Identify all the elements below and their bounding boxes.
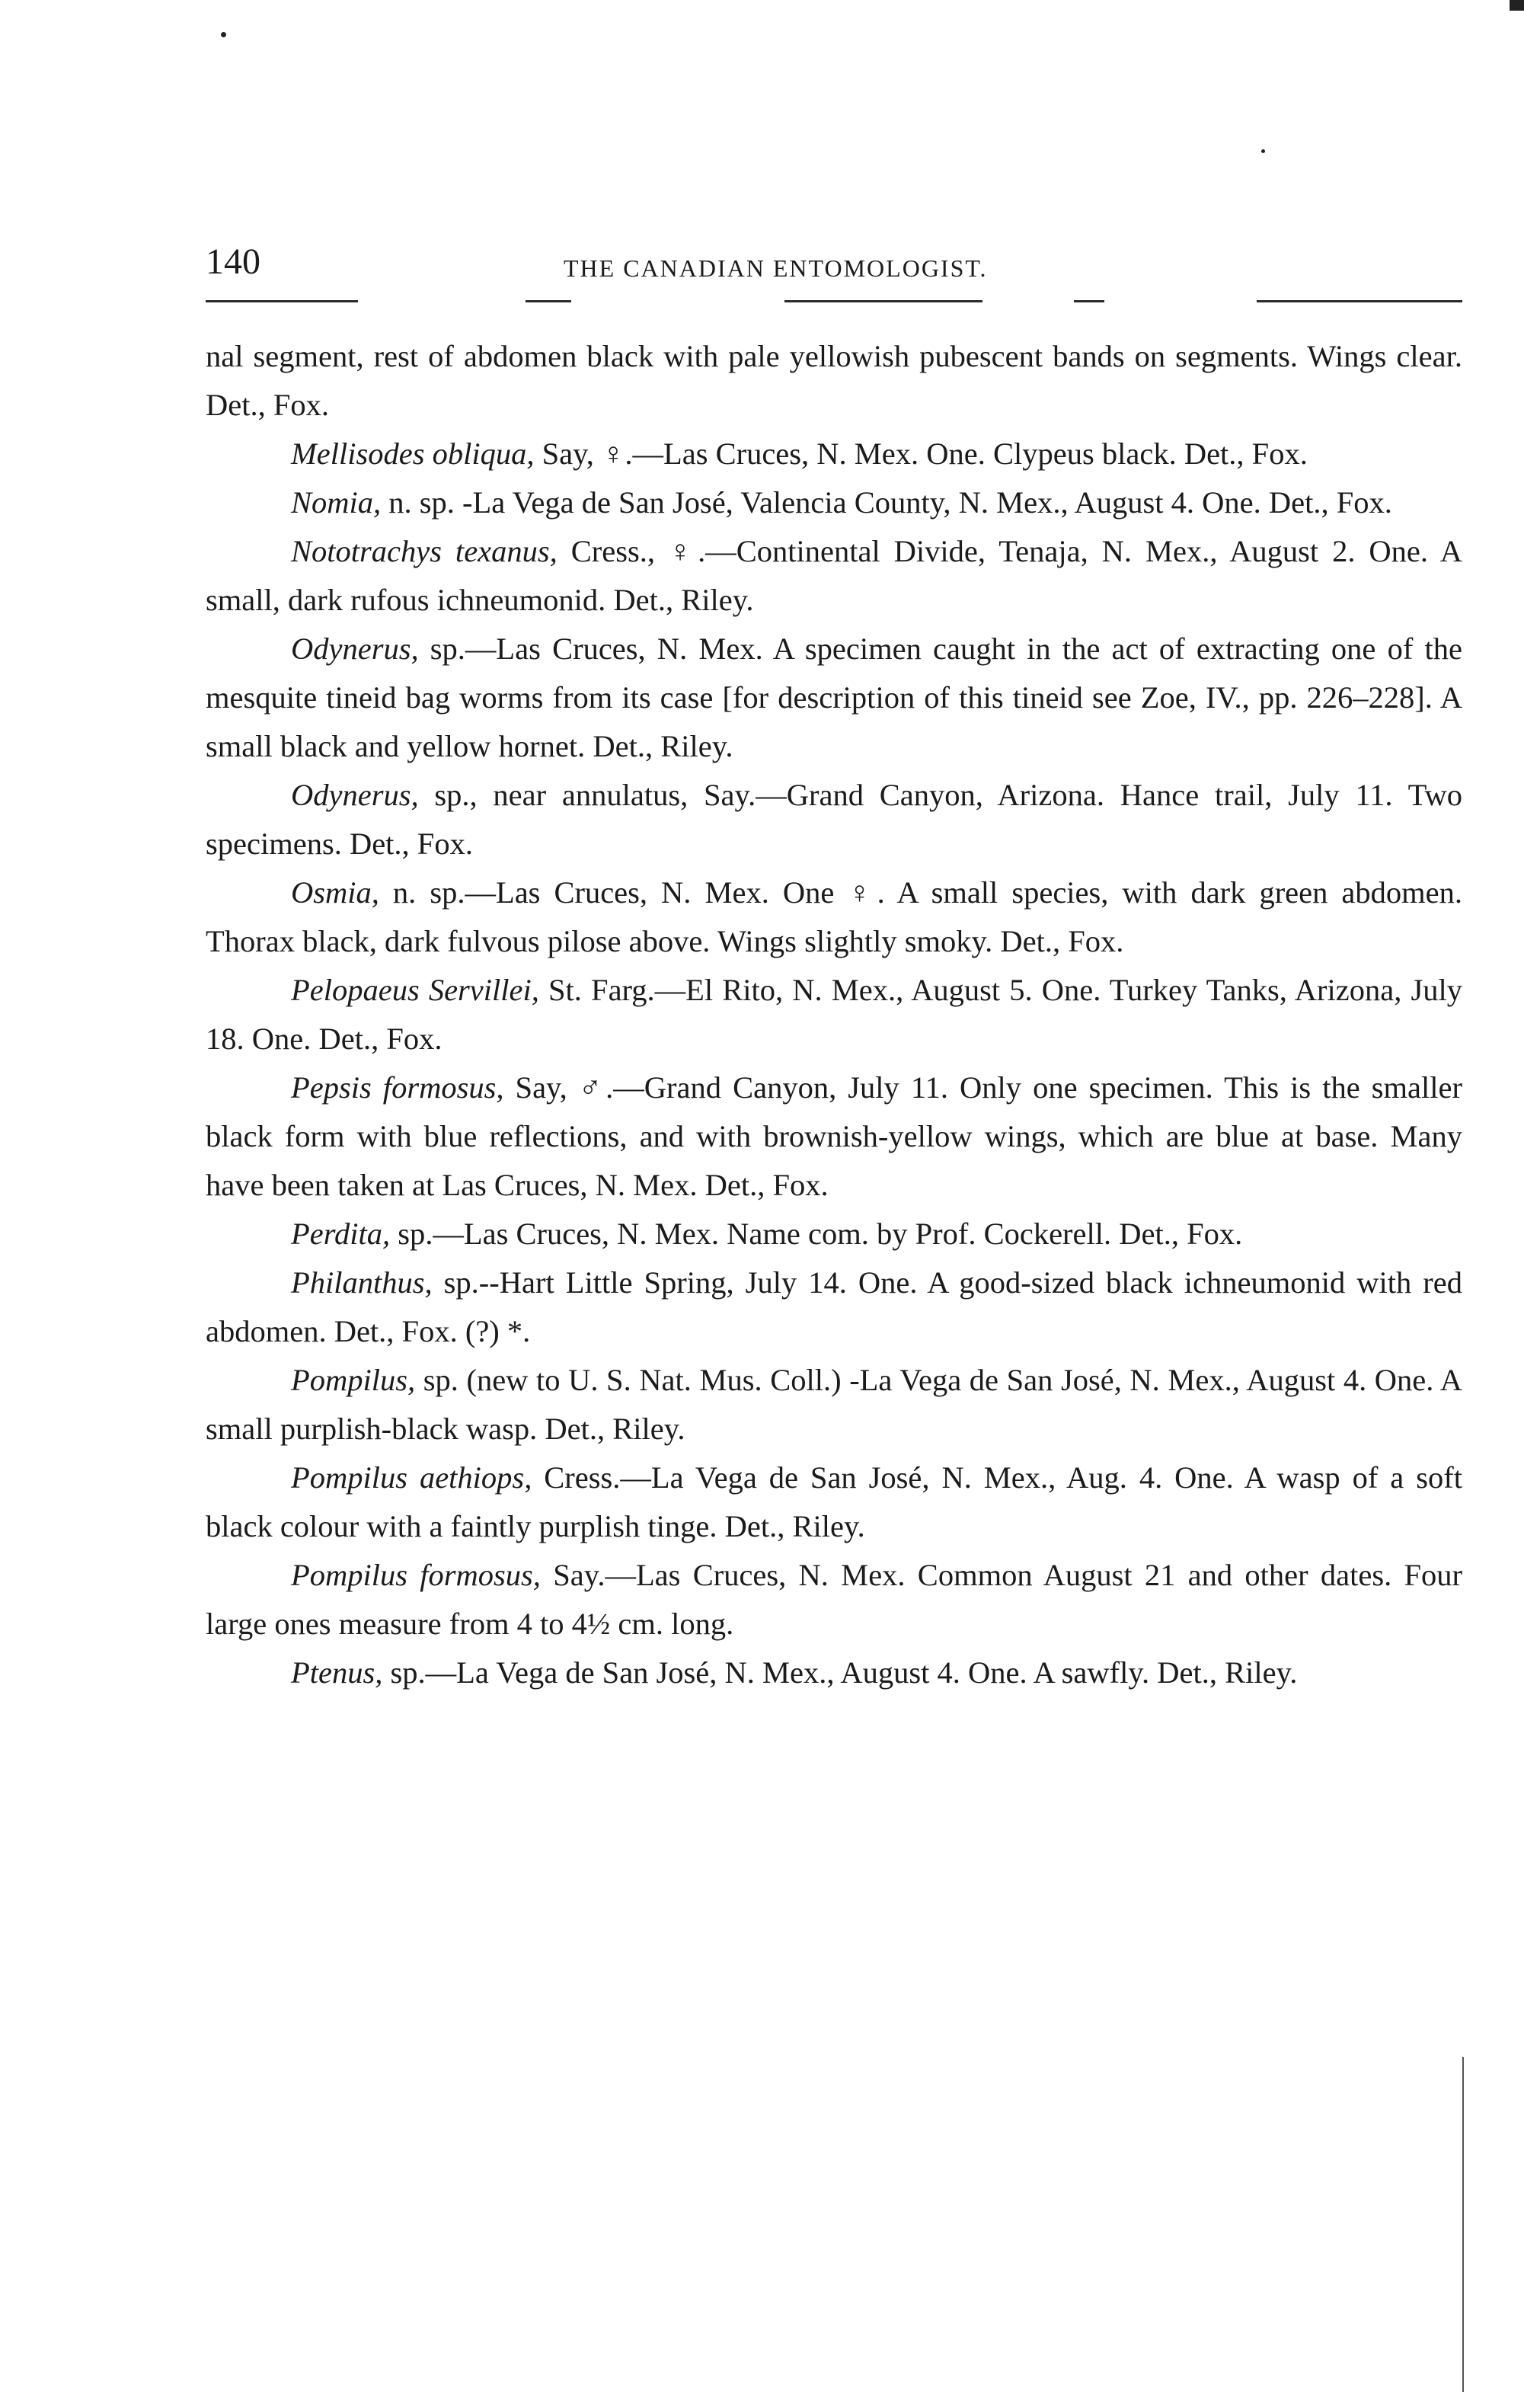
species-entry: [206, 1356, 1462, 1453]
species-entry: [206, 1551, 1462, 1649]
page-number: 140: [206, 241, 260, 282]
scan-speck: [221, 32, 226, 37]
entry-text: sp.—La Vega de San José, N. Mex., August 4. One. A sawfly. Det., Riley.: [382, 1655, 1298, 1690]
scan-edge-mark: [1510, 0, 1524, 11]
header-rule: [206, 300, 1462, 303]
species-entry: [206, 1063, 1462, 1210]
species-name: Pompilus formosus,: [291, 1558, 541, 1592]
entry-text: Cress., ♀.—Continental Divide, Tenaja, N. Mex., August 2. One. A small, dark rufous ichneumonid. Det., Riley.: [206, 534, 1462, 617]
species-entry: [206, 1258, 1462, 1356]
entry-text: sp.--Hart Little Spring, July 14. One. A good-sized black ichneumonid with red abdomen. Det., Fox. (?) *.: [206, 1265, 1462, 1348]
species-entry: [206, 966, 1462, 1063]
species-name: Nototrachys texanus,: [291, 534, 558, 568]
species-name: Pelopaeus Servillei,: [291, 973, 539, 1007]
species-name: Odynerus,: [291, 778, 419, 812]
species-entry: [206, 771, 1462, 868]
entry-text: Say, ♀.—Las Cruces, N. Mex. One. Clypeus black. Det., Fox.: [534, 437, 1308, 471]
species-entry: [206, 1649, 1462, 1697]
species-entry: [206, 625, 1462, 771]
species-name: Nomia,: [291, 485, 382, 520]
species-name: Pepsis formosus,: [291, 1070, 504, 1105]
entry-text: sp. (new to U. S. Nat. Mus. Coll.) -La Vega de San José, N. Mex., August 4. One. A small purplish-black wasp. Det., Riley.: [206, 1363, 1462, 1446]
species-name: Mellisodes obliqua,: [291, 437, 535, 471]
species-name: Ptenus,: [291, 1655, 383, 1690]
species-entry: [206, 868, 1462, 966]
entry-text: St. Farg.—El Rito, N. Mex., August 5. One. Turkey Tanks, Arizona, July 18. One. Det., Fox.: [206, 973, 1462, 1056]
entry-text: n. sp.—Las Cruces, N. Mex. One ♀. A small species, with dark green abdomen. Thorax black, dark fulvous pilose above. Wings slightly smoky. Det., Fox.: [206, 875, 1462, 958]
entry-text: sp.—Las Cruces, N. Mex. A specimen caught in the act of extracting one of the mesquite tineid bag worms from its case [for description of this tineid see Zoe, IV., pp. 226–228]. A small black and yellow hornet. Det., Riley.: [206, 632, 1462, 763]
running-title: THE CANADIAN ENTOMOLOGIST.: [564, 254, 988, 282]
entry-text: Say, ♂.—Grand Canyon, July 11. Only one specimen. This is the smaller black form with blue reflections, and with brownish-yellow wings, which are blue at base. Many have been taken at Las Cruces, N. Mex. Det., Fox.: [206, 1070, 1462, 1202]
species-name: Pompilus aethiops,: [291, 1460, 532, 1495]
entry-text: sp., near annulatus, Say.—Grand Canyon, Arizona. Hance trail, July 11. Two specimens. Det., Fox.: [206, 778, 1462, 861]
continuation-paragraph: [206, 332, 1462, 430]
species-entry: [206, 430, 1462, 478]
species-name: Odynerus,: [291, 632, 419, 666]
species-entry: [206, 1210, 1462, 1258]
entry-text: nal segment, rest of abdomen black with pale yellowish pubescent bands on segments. Wings clear. Det., Fox.: [206, 339, 1462, 422]
entry-text: Say.—Las Cruces, N. Mex. Common August 21 and other dates. Four large ones measure from 4 to 4½ cm. long.: [206, 1558, 1462, 1641]
page: [206, 229, 1462, 1697]
entry-text: sp.—Las Cruces, N. Mex. Name com. by Prof. Cockerell. Det., Fox.: [390, 1217, 1243, 1251]
species-entry: [206, 527, 1462, 625]
species-name: Osmia,: [291, 875, 379, 910]
scan-vertical-line: [1462, 2057, 1464, 2392]
page-header: [206, 229, 1462, 289]
entry-text: Cress.—La Vega de San José, N. Mex., Aug. 4. One. A wasp of a soft black colour with a faintly purplish tinge. Det., Riley.: [206, 1460, 1462, 1543]
species-name: Philanthus,: [291, 1265, 433, 1300]
species-entry: [206, 478, 1462, 527]
species-name: Pompilus,: [291, 1363, 416, 1397]
species-name: Perdita,: [291, 1217, 391, 1251]
body-text: [206, 332, 1462, 1697]
scan-speck: [1261, 149, 1265, 153]
species-entry: [206, 1453, 1462, 1551]
entry-text: n. sp. -La Vega de San José, Valencia County, N. Mex., August 4. One. Det., Fox.: [381, 485, 1392, 520]
